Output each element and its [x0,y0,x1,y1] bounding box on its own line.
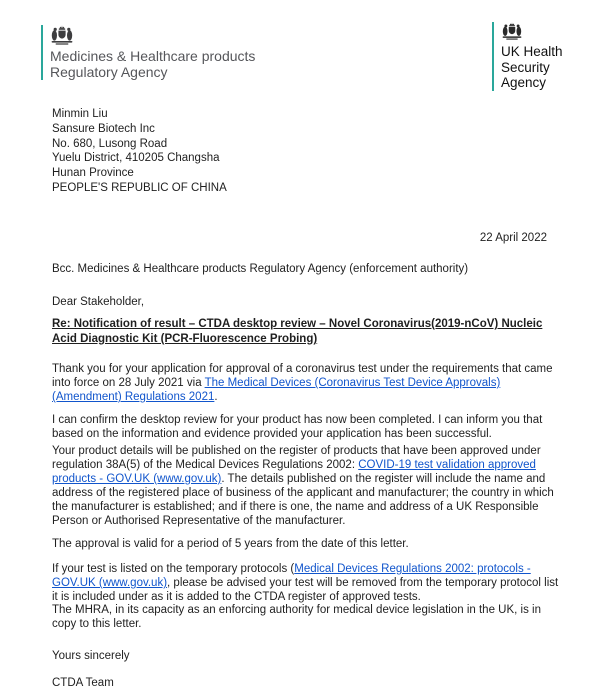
p5-text-after: , please be advised your test will be removed from the temporary protocol list it is included under as it is added to the CTDA register of approved tests. [52,577,559,603]
ukhsa-logo [492,22,563,91]
recipient-country: PEOPLE'S REPUBLIC OF CHINA [52,181,227,194]
link-covid19-test-validation-approved-products[interactable]: COVID-19 test validation approved products - GOV.UK (www.gov.uk) [52,459,536,485]
p1-text-after: . [214,391,218,403]
paragraph-mhra-copy: The MHRA, in its capacity as an enforcing authority for medical device legislation in the UK, is in copy to this letter. [52,604,541,630]
paragraph-temporary-protocols [52,562,566,604]
p5-text-before: If your test is listed on the temporary protocols ( [52,563,295,575]
valediction: Yours sincerely [52,650,130,662]
recipient-address [52,107,566,196]
recipient-district: Yuelu District, 410205 Changsha [52,152,220,165]
p3-text-after: . The details published on the register will include the name and address of the registered place of business of the applicant and manufacturer; the country in which the manufacturer is established; and if there is one, the name and address of a UK Responsible Person or Authorised Representative of the manufacturer. [52,473,554,527]
letter-date: 22 April 2022 [479,232,547,244]
paragraph-application [52,362,566,404]
recipient-company: Sansure Biotech Inc [52,122,155,135]
mhra-logo [41,25,255,80]
link-medical-devices-regulations-protocols[interactable]: Medical Devices Regulations 2002: protocols - GOV.UK (www.gov.uk) [52,563,531,589]
salutation: Dear Stakeholder, [52,296,145,308]
royal-coat-of-arms-icon [501,22,523,40]
royal-coat-of-arms-icon [50,25,74,45]
bcc-line: Bcc. Medicines & Healthcare products Regulatory Agency (enforcement authority) [52,263,469,275]
paragraph-approval-validity: The approval is valid for a period of 5 years from the date of this letter. [52,538,409,550]
paragraph-register-details [52,444,566,528]
mhra-name-line1: Medicines & Healthcare products [50,48,256,64]
recipient-street: No. 680, Lusong Road [52,137,168,150]
ukhsa-name-line3: Agency [501,75,547,90]
p3-text-before: Your product details will be published on the register of products that have been approved under regulation 38A(5) of the Medical Devices Regulations 2002: [52,445,541,471]
paragraph-review-completed: I can confirm the desktop review for your product has now been completed. I can inform you that based on the information and evidence provided your application has been successful. [52,414,543,440]
link-coronavirus-test-approvals-regulations[interactable]: The Medical Devices (Coronavirus Test Device Approvals) (Amendment) Regulations 2021 [52,377,501,403]
mhra-name-line2: Regulatory Agency [50,64,168,80]
recipient-province: Hunan Province [52,167,134,180]
ukhsa-name-line2: Security [501,59,550,75]
recipient-name: Minmin Liu [52,108,108,120]
subject-line: Re: Notification of result – CTDA desktop review – Novel Coronavirus(2019-nCoV) Nucleic Acid Diagnostic Kit (PCR-Fluorescence Probing) [52,318,543,345]
p1-text-before: Thank you for your application for approval of a coronavirus test under the requirements that came into force on 28 July 2021 via [52,363,553,389]
ukhsa-name-line1: UK Health [501,44,563,59]
signature: CTDA Team [52,677,114,689]
